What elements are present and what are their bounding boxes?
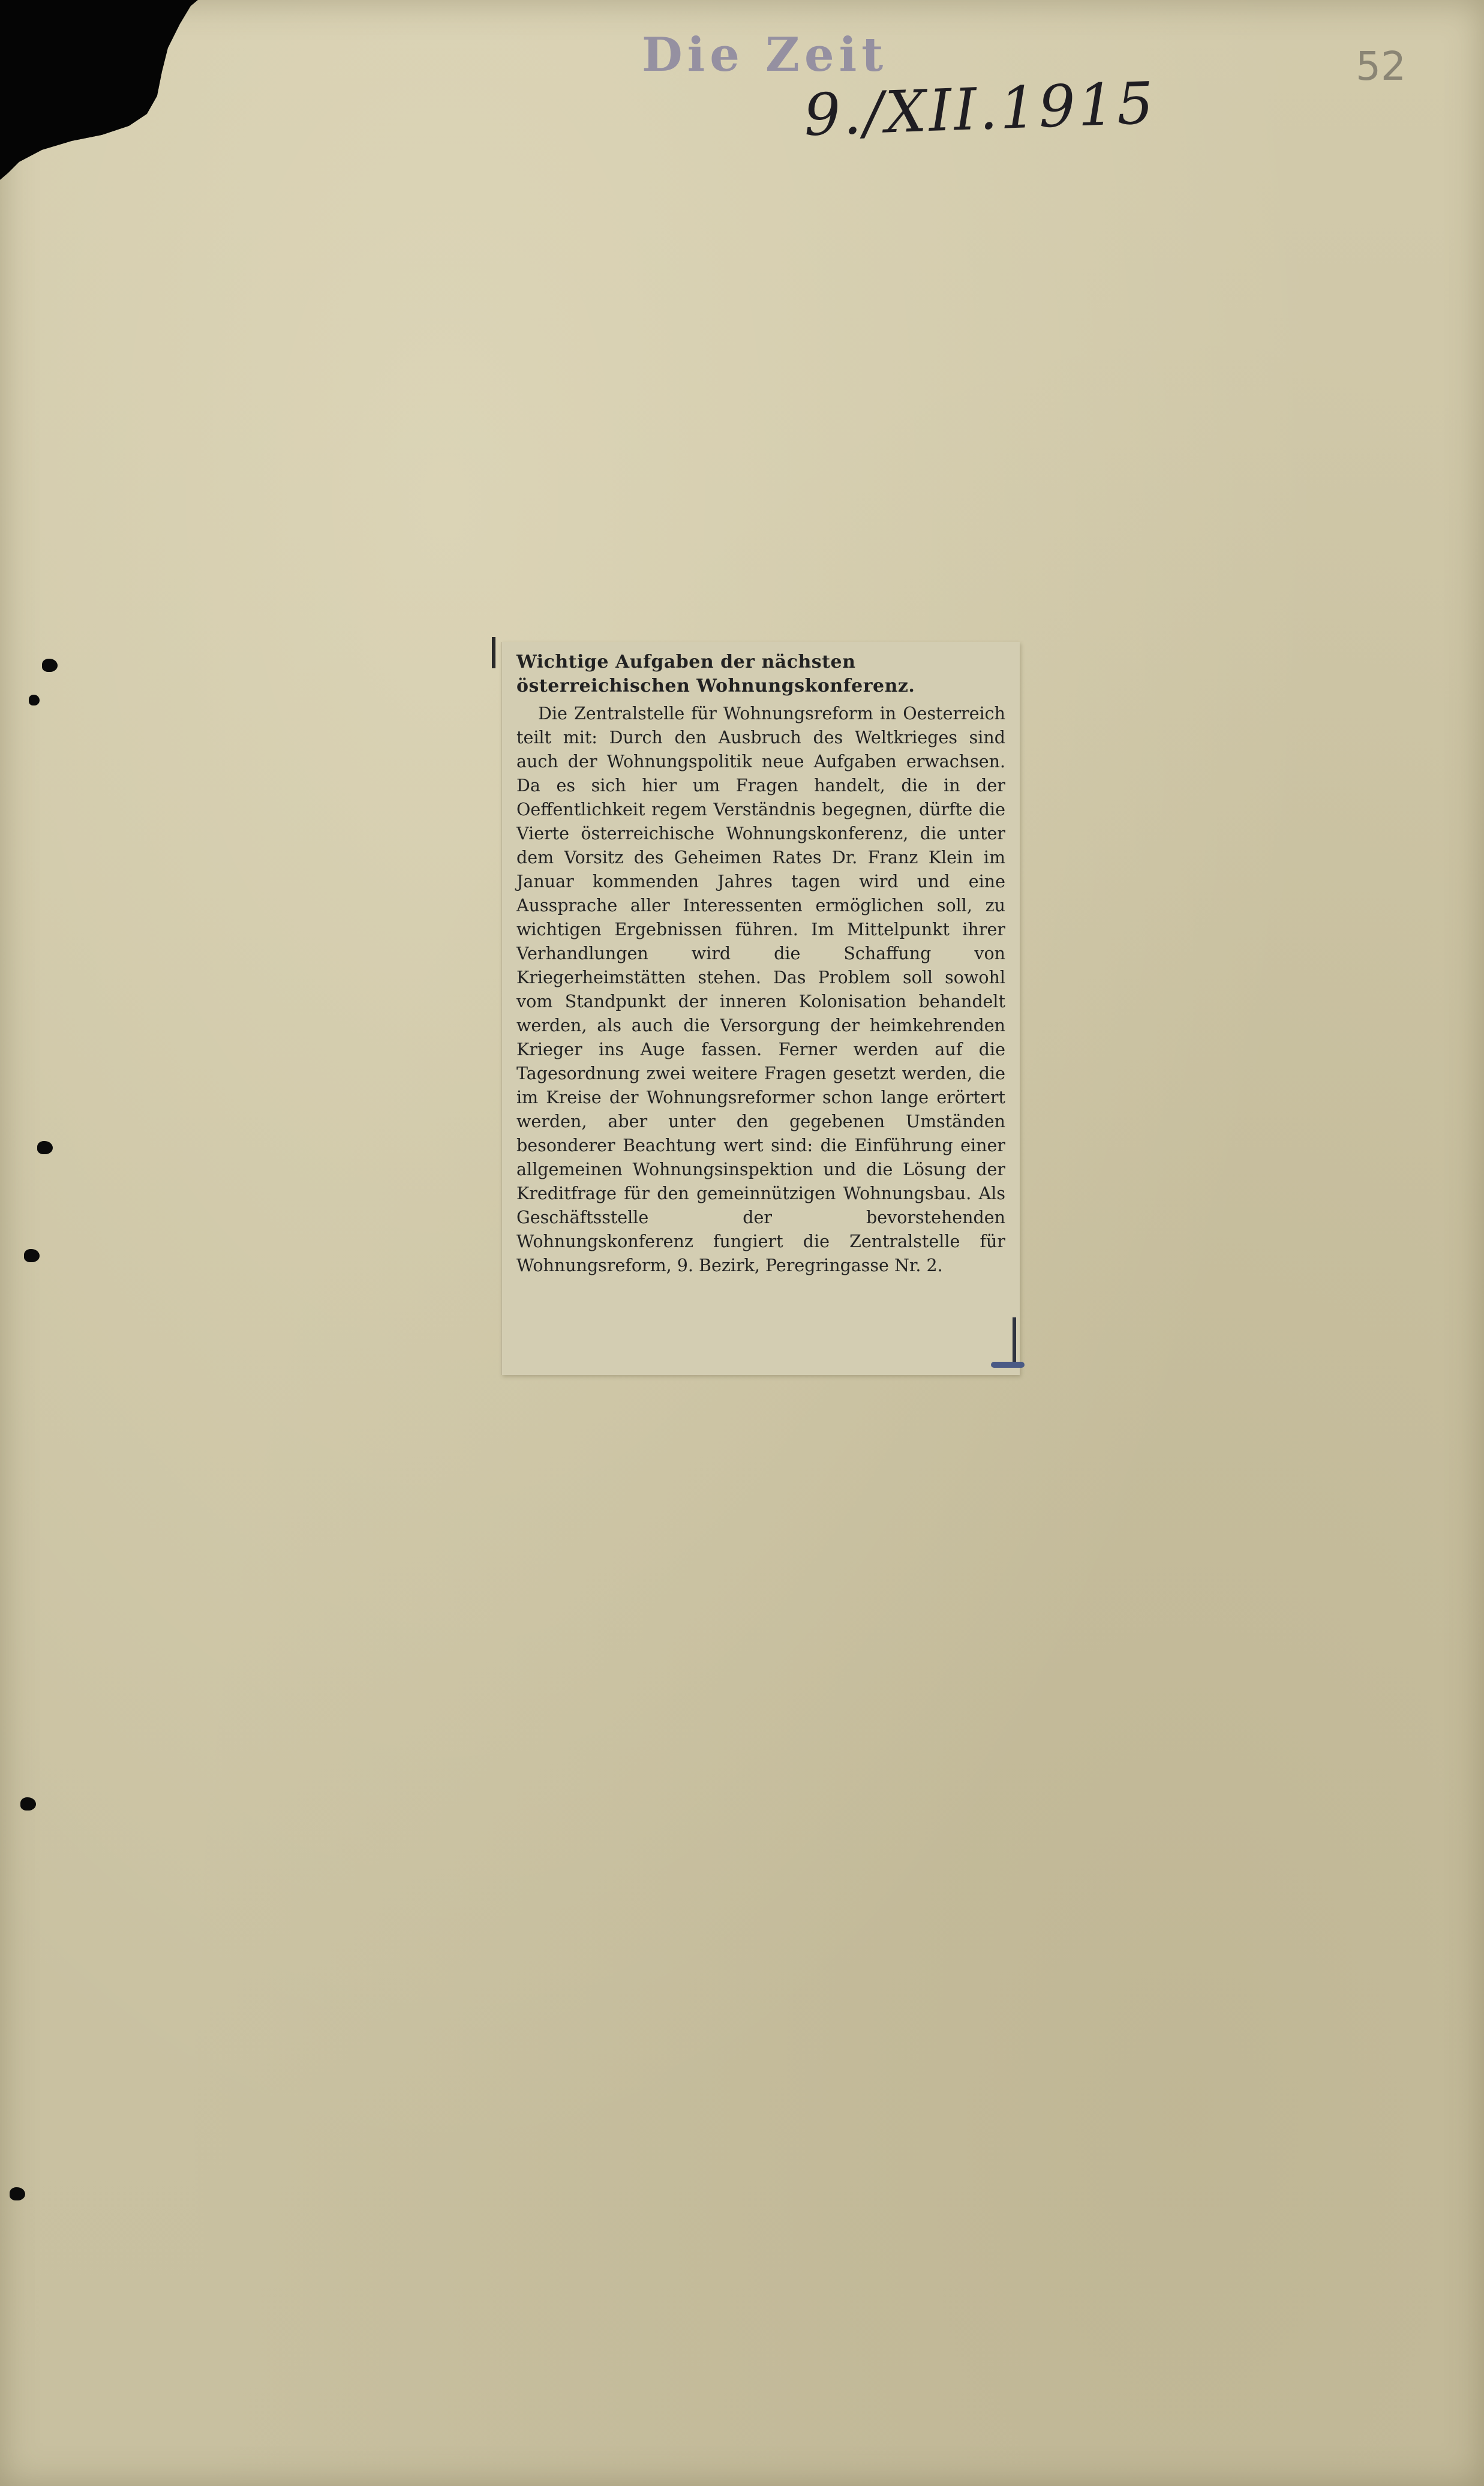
newspaper-clipping [501, 642, 1020, 1375]
clipping-margin-mark [492, 637, 495, 668]
newspaper-name-stamp: Die Zeit [642, 28, 888, 82]
punch-hole [29, 695, 40, 705]
punch-hole [20, 1797, 36, 1811]
punch-hole [24, 1249, 40, 1262]
punch-hole [37, 1141, 53, 1154]
clipping-margin-mark [1013, 1317, 1016, 1368]
handwritten-date: 9./XII.1915 [803, 69, 1157, 149]
punch-hole [42, 659, 58, 672]
page-number: 52 [1356, 43, 1406, 89]
punch-hole [10, 2187, 25, 2200]
article-heading: Wichtige Aufgaben der nächsten österreichischen Wohnungskonferenz. [516, 651, 915, 696]
article-body: Die Zentralstelle für Wohnungsreform in Oesterreich teilt mit: Durch den Ausbruch des Weltkrieges sind auch der Wohnungspolitik neue Aufgaben erwachsen. Da es sich hier um Fragen handelt, die in der Oeffentlichkeit regem Verständnis begegnen, dürfte die Vierte österreichische Wohnungskonferenz, die unter dem Vorsitz des Geheimen Rates Dr. Franz Klein im Januar kommenden Jahres tagen wird und eine Aussprache aller Interessenten ermöglichen soll, zu wichtigen Ergebnissen führen. Im Mittelpunkt ihrer Verhandlungen wird die Schaffung von Kriegerheimstätten stehen. Das Problem soll sowohl vom Standpunkt der inneren Kolonisation behandelt werden, als auch die Versorgung der heimkehrenden Krieger ins Auge fassen. Ferner werden auf die Tagesordnung zwei weitere Fragen gesetzt werden, die im Kreise der Wohnungsreformer schon lange erörtert werden, aber unter den gegebenen Umständen besonderer Beachtung wert sind: die Einführung einer allgemeinen Wohnungsinspektion und die Lösung der Kreditfrage für den gemeinnützigen Wohnungsbau. Als Geschäftsstelle der bevorstehenden Wohnungskonferenz fungiert die Zentralstelle für Wohnungsreform, 9. Bezirk, Peregringasse Nr. 2. [516, 704, 1005, 1275]
ink-mark [991, 1362, 1025, 1368]
